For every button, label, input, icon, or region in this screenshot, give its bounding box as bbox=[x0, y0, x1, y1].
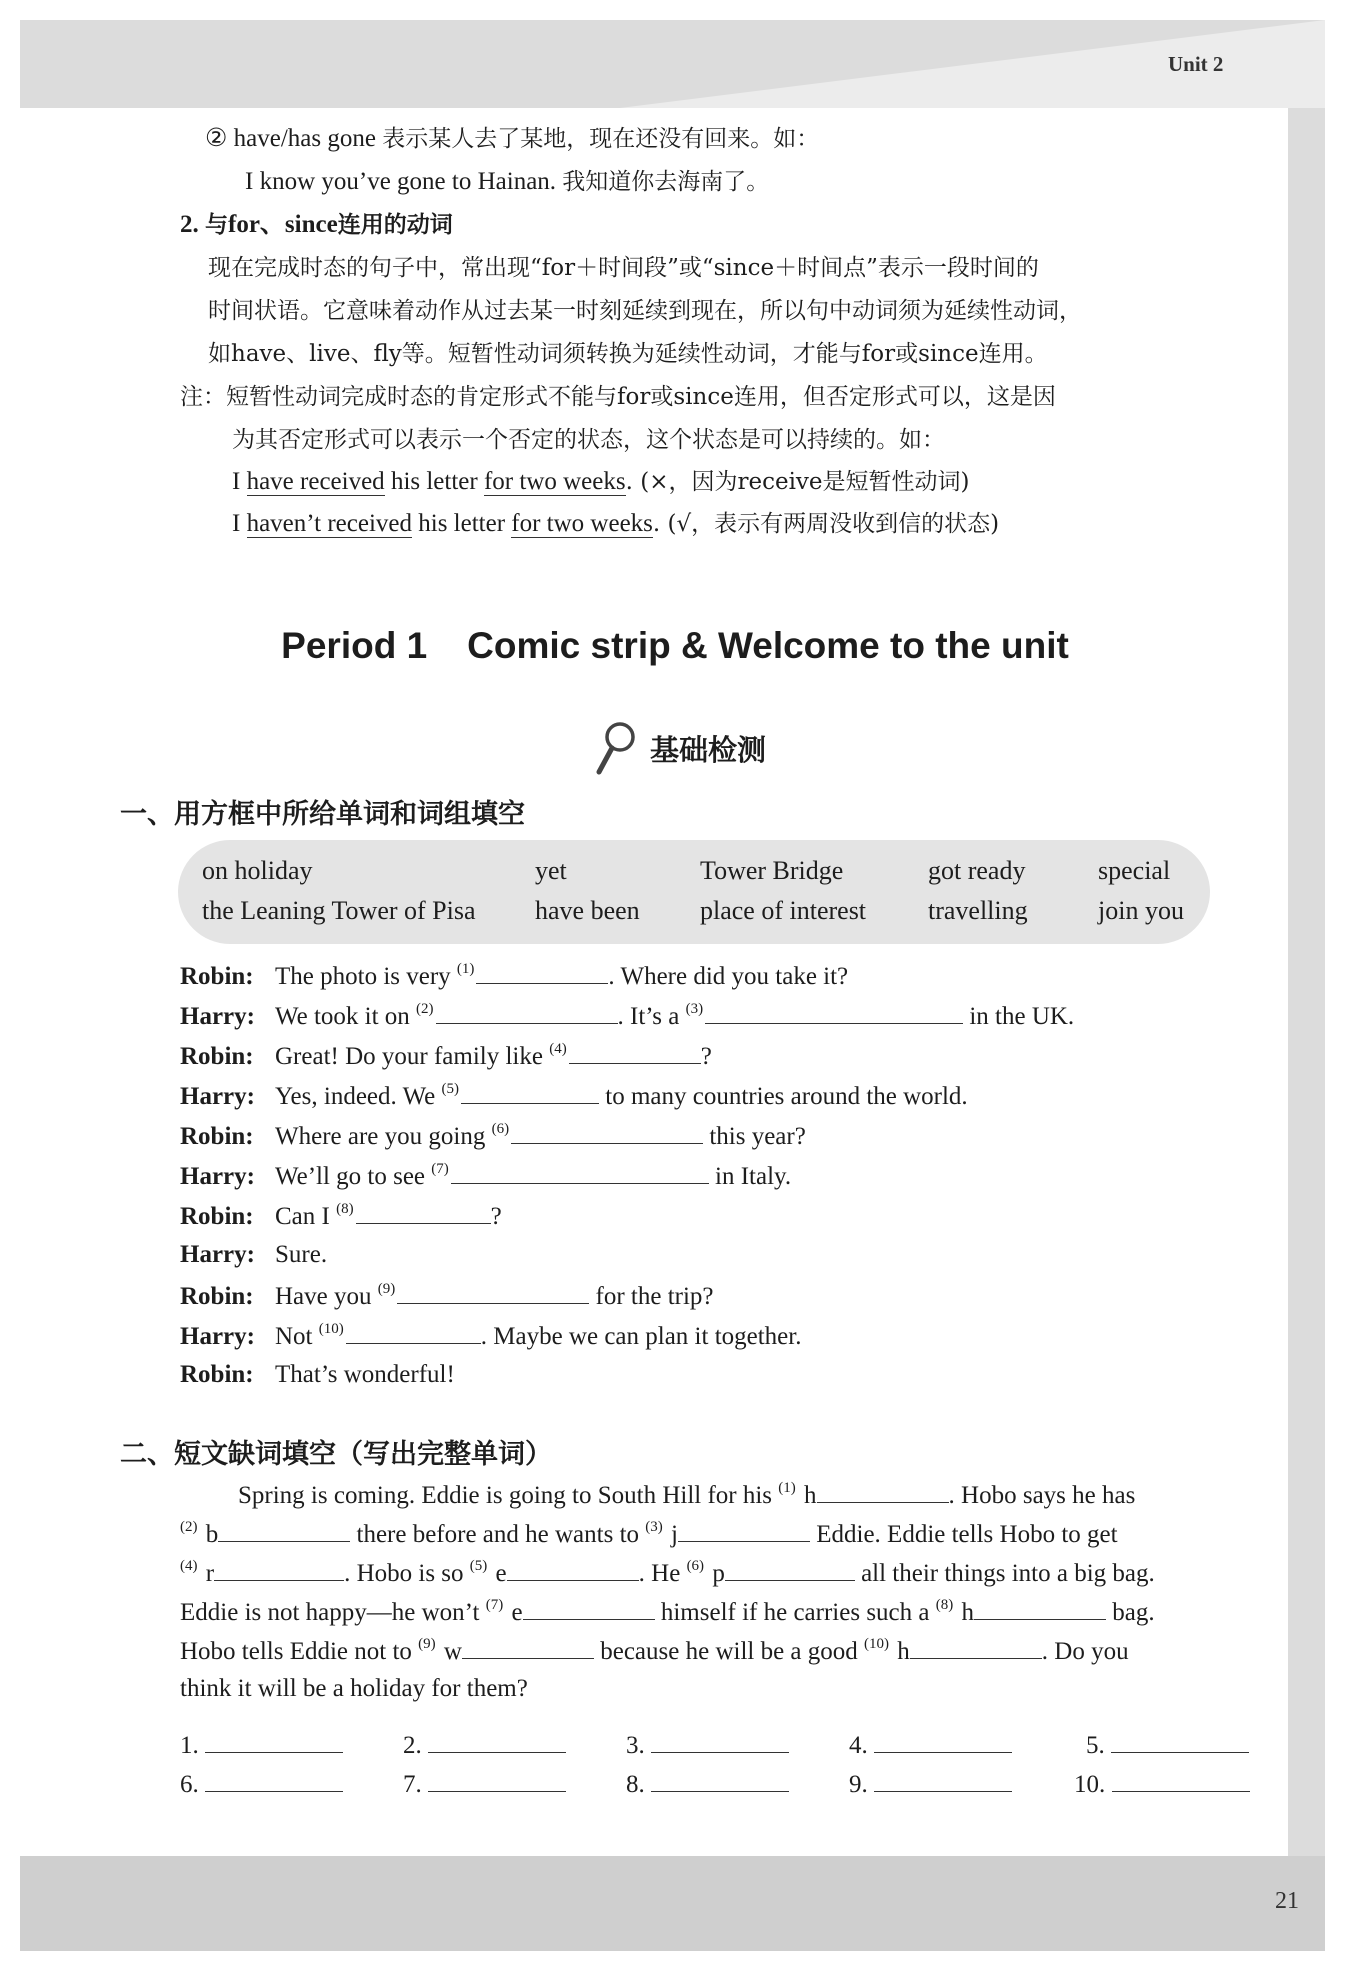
first-letter: w bbox=[437, 1638, 462, 1665]
answer-blank[interactable] bbox=[1111, 1728, 1249, 1753]
answer-line bbox=[849, 1728, 1012, 1760]
passage-text: . Hobo says he has bbox=[948, 1482, 1136, 1509]
ex-underlined: for two weeks bbox=[511, 510, 653, 537]
word-box-item: the Leaning Tower of Pisa bbox=[202, 896, 476, 925]
header-band bbox=[20, 20, 1325, 108]
dialogue-line bbox=[180, 1079, 968, 1113]
passage-text: think it will be a holiday for them? bbox=[180, 1675, 528, 1702]
grammar-term: have/has gone bbox=[233, 125, 376, 152]
answer-number: 5. bbox=[1086, 1732, 1105, 1759]
section-2-heading: 二、短文缺词填空（写出完整单词） bbox=[120, 1439, 552, 1470]
line-text: Have you bbox=[275, 1283, 378, 1310]
line-text: in Italy. bbox=[708, 1163, 792, 1190]
heading-number: 2. bbox=[180, 211, 199, 238]
answer-blank[interactable] bbox=[205, 1728, 343, 1753]
line-text: Yes, indeed. We bbox=[275, 1083, 442, 1110]
answer-number: 10. bbox=[1074, 1771, 1106, 1798]
answer-blank[interactable] bbox=[651, 1728, 789, 1753]
period-title-text: Comic strip & Welcome to the unit bbox=[467, 625, 1069, 666]
section-1-heading: 一、用方框中所给单词和词组填空 bbox=[120, 799, 525, 830]
grammar-paragraph-line-1: 现在完成时态的句子中，常出现“for＋时间段”或“since＋时间点”表示一段时间的 bbox=[208, 255, 1039, 281]
passage-text: all their things into a big bag. bbox=[854, 1560, 1155, 1587]
line-text: . Where did you take it? bbox=[608, 963, 849, 990]
answer-blank[interactable] bbox=[462, 1634, 594, 1659]
passage-text: himself if he carries such a bbox=[654, 1599, 936, 1626]
page-number: 21 bbox=[1275, 1888, 1299, 1914]
footer-band bbox=[20, 1856, 1325, 1951]
passage-text: because he will be a good bbox=[593, 1638, 865, 1665]
grammar-heading-2 bbox=[180, 209, 453, 241]
speaker: Robin: bbox=[180, 1123, 254, 1150]
item-number: ② bbox=[205, 125, 228, 152]
answer-blank[interactable] bbox=[523, 1595, 655, 1620]
word-box-item: on holiday bbox=[202, 856, 313, 885]
page-title bbox=[0, 625, 1350, 667]
right-margin-bar bbox=[1288, 108, 1325, 1858]
ex-underlined: have received bbox=[246, 468, 385, 495]
speaker: Harry: bbox=[180, 1003, 255, 1030]
word-box-item: have been bbox=[535, 896, 640, 925]
answer-blank[interactable] bbox=[205, 1767, 343, 1792]
line-text: That’s wonderful! bbox=[275, 1361, 455, 1388]
line-text: Can I bbox=[275, 1203, 337, 1230]
line-text: Sure. bbox=[275, 1241, 328, 1268]
heading-post: 连用的动词 bbox=[337, 212, 453, 238]
answer-number: 6. bbox=[180, 1771, 199, 1798]
line-text: to many countries around the world. bbox=[599, 1083, 968, 1110]
answer-blank[interactable] bbox=[678, 1517, 810, 1542]
answer-blank[interactable] bbox=[705, 999, 963, 1024]
ex-comment: . (√，表示有两周没收到信的状态) bbox=[652, 511, 1000, 537]
heading-en: for、since bbox=[228, 211, 338, 238]
dialogue-line bbox=[180, 1159, 791, 1193]
answer-number: 4. bbox=[849, 1732, 868, 1759]
answer-blank[interactable] bbox=[428, 1767, 566, 1792]
grammar-note-line-1: 注：短暂性动词完成时态的肯定形式不能与for或since连用，但否定形式可以，这是因 bbox=[180, 384, 1056, 410]
answer-line bbox=[403, 1728, 566, 1760]
blank-number: (6) bbox=[491, 1121, 510, 1137]
answer-blank[interactable] bbox=[428, 1728, 566, 1753]
answer-number: 9. bbox=[849, 1771, 868, 1798]
blank-number: (3) bbox=[645, 1519, 663, 1535]
blank-number: (6) bbox=[686, 1558, 705, 1574]
first-letter: b bbox=[199, 1521, 219, 1548]
line-text: . It’s a bbox=[617, 1003, 686, 1030]
ex-text: his letter bbox=[412, 510, 512, 537]
word-box-item: Tower Bridge bbox=[700, 856, 844, 885]
grammar-paragraph-line-3: 如have、live、fly等。短暂性动词须转换为延续性动词，才能与for或since连用。 bbox=[208, 341, 1048, 367]
line-text: Where are you going bbox=[275, 1123, 492, 1150]
passage-line bbox=[180, 1673, 528, 1705]
ex-text: his letter bbox=[384, 468, 484, 495]
speaker: Harry: bbox=[180, 1163, 255, 1190]
answer-blank[interactable] bbox=[874, 1767, 1012, 1792]
blank-number: (7) bbox=[485, 1597, 504, 1613]
speaker: Harry: bbox=[180, 1323, 255, 1350]
grammar-explanation: 表示某人去了某地，现在还没有回来。如： bbox=[382, 126, 820, 152]
answer-blank[interactable] bbox=[974, 1595, 1106, 1620]
passage-line bbox=[238, 1478, 1135, 1512]
answer-line bbox=[180, 1728, 343, 1760]
unit-label: Unit 2 bbox=[1168, 52, 1224, 76]
speaker: Robin: bbox=[180, 1203, 254, 1230]
line-text: in the UK. bbox=[963, 1003, 1075, 1030]
grammar-example-1 bbox=[245, 166, 769, 198]
example-en: I know you’ve gone to Hainan. bbox=[245, 168, 557, 195]
ex-comment: . (×，因为receive是短暂性动词) bbox=[625, 469, 970, 495]
passage-text: Spring is coming. Eddie is going to South Hill for his bbox=[238, 1482, 779, 1509]
passage-text: . Do you bbox=[1041, 1638, 1129, 1665]
dialogue-line bbox=[180, 1239, 327, 1271]
line-text: ? bbox=[700, 1043, 712, 1070]
line-text: ? bbox=[490, 1203, 502, 1230]
word-box-item: got ready bbox=[928, 856, 1026, 885]
blank-number: (1) bbox=[778, 1480, 796, 1496]
blank-number: (8) bbox=[935, 1597, 954, 1613]
dialogue-line bbox=[180, 1279, 714, 1313]
blank-number: (2) bbox=[416, 1001, 434, 1017]
answer-blank[interactable] bbox=[1112, 1767, 1250, 1792]
line-text: Great! Do your family like bbox=[275, 1043, 550, 1070]
answer-number: 2. bbox=[403, 1732, 422, 1759]
word-box bbox=[178, 840, 1210, 944]
first-letter: e bbox=[489, 1560, 507, 1587]
line-text: for the trip? bbox=[589, 1283, 714, 1310]
first-letter: h bbox=[891, 1638, 910, 1665]
answer-blank[interactable] bbox=[569, 1039, 701, 1064]
answer-blank[interactable] bbox=[214, 1556, 344, 1581]
passage-text: Hobo tells Eddie not to bbox=[180, 1638, 419, 1665]
first-letter: e bbox=[505, 1599, 523, 1626]
blank-number: (1) bbox=[456, 961, 475, 977]
dialogue-line bbox=[180, 1199, 502, 1233]
line-text: We’ll go to see bbox=[275, 1163, 432, 1190]
passage-line bbox=[180, 1556, 1155, 1590]
grammar-line-1 bbox=[205, 123, 819, 155]
answer-blank[interactable] bbox=[725, 1556, 855, 1581]
line-text: . Maybe we can plan it together. bbox=[480, 1323, 802, 1350]
first-letter: h bbox=[955, 1599, 974, 1626]
blank-number: (5) bbox=[469, 1558, 488, 1574]
passage-line bbox=[180, 1634, 1129, 1668]
dialogue-line bbox=[180, 1319, 801, 1353]
passage-text: . He bbox=[638, 1560, 687, 1587]
speaker: Robin: bbox=[180, 1283, 254, 1310]
answer-line bbox=[1086, 1728, 1249, 1760]
answer-number: 1. bbox=[180, 1732, 199, 1759]
answer-blank[interactable] bbox=[397, 1279, 589, 1304]
blank-number: (8) bbox=[336, 1201, 354, 1217]
answer-blank[interactable] bbox=[356, 1199, 491, 1224]
blank-number: (7) bbox=[431, 1161, 449, 1177]
example-cn: 我知道你去海南了。 bbox=[562, 169, 770, 195]
answer-number: 8. bbox=[626, 1771, 645, 1798]
first-letter: j bbox=[664, 1521, 678, 1548]
word-box-item: join you bbox=[1098, 896, 1184, 925]
answer-blank[interactable] bbox=[346, 1319, 481, 1344]
ex-text: I bbox=[232, 510, 247, 537]
answer-blank[interactable] bbox=[451, 1159, 709, 1184]
answer-blank[interactable] bbox=[651, 1767, 789, 1792]
answer-blank[interactable] bbox=[461, 1079, 599, 1104]
passage-line bbox=[180, 1517, 1118, 1551]
period-label: Period 1 bbox=[281, 625, 428, 666]
passage-text: bag. bbox=[1106, 1599, 1155, 1626]
answer-line bbox=[626, 1767, 789, 1799]
blank-number: (9) bbox=[418, 1636, 436, 1652]
answer-blank[interactable] bbox=[436, 999, 618, 1024]
speaker: Harry: bbox=[180, 1083, 255, 1110]
answer-blank[interactable] bbox=[874, 1728, 1012, 1753]
dialogue-line bbox=[180, 1039, 712, 1073]
grammar-note-line-2: 为其否定形式可以表示一个否定的状态，这个状态是可以持续的。如： bbox=[232, 427, 945, 453]
answer-line bbox=[626, 1728, 789, 1760]
first-letter: r bbox=[199, 1560, 215, 1587]
line-text: The photo is very bbox=[275, 963, 457, 990]
basic-check-title: 基础检测 bbox=[650, 733, 767, 767]
answer-line bbox=[849, 1767, 1012, 1799]
dialogue-line bbox=[180, 999, 1074, 1033]
blank-number: (10) bbox=[318, 1321, 344, 1337]
dialogue-line bbox=[180, 1359, 455, 1391]
speaker: Robin: bbox=[180, 963, 254, 990]
line-text: We took it on bbox=[275, 1003, 417, 1030]
answer-number: 7. bbox=[403, 1771, 422, 1798]
blank-number: (2) bbox=[180, 1519, 198, 1535]
answer-line bbox=[180, 1767, 343, 1799]
passage-text: Eddie is not happy—he won’t bbox=[180, 1599, 486, 1626]
answer-number: 3. bbox=[626, 1732, 645, 1759]
header-decoration bbox=[20, 20, 1325, 108]
word-box-item: place of interest bbox=[700, 896, 867, 925]
passage-line bbox=[180, 1595, 1155, 1629]
blank-number: (3) bbox=[685, 1001, 704, 1017]
speaker: Robin: bbox=[180, 1043, 254, 1070]
speaker: Harry: bbox=[180, 1241, 255, 1268]
first-letter: h bbox=[797, 1482, 817, 1509]
grammar-example-2 bbox=[232, 466, 970, 498]
line-text: Not bbox=[275, 1323, 319, 1350]
line-text: this year? bbox=[703, 1123, 806, 1150]
answer-blank[interactable] bbox=[476, 959, 608, 984]
blank-number: (5) bbox=[441, 1081, 460, 1097]
answer-line bbox=[1074, 1767, 1250, 1799]
answer-blank[interactable] bbox=[218, 1517, 350, 1542]
ex-underlined: haven’t received bbox=[246, 510, 412, 537]
blank-number: (4) bbox=[180, 1558, 198, 1574]
blank-number: (9) bbox=[377, 1281, 396, 1297]
heading-pre: 与 bbox=[205, 212, 228, 238]
passage-text: . Hobo is so bbox=[344, 1560, 470, 1587]
grammar-example-3 bbox=[232, 508, 999, 540]
blank-number: (10) bbox=[864, 1636, 890, 1652]
passage-text: there before and he wants to bbox=[350, 1521, 646, 1548]
blank-number: (4) bbox=[549, 1041, 567, 1057]
answer-line bbox=[403, 1767, 566, 1799]
speaker: Robin: bbox=[180, 1361, 254, 1388]
answer-blank[interactable] bbox=[817, 1478, 949, 1503]
word-box-item: travelling bbox=[928, 896, 1028, 925]
ex-text: I bbox=[232, 468, 247, 495]
answer-blank[interactable] bbox=[910, 1634, 1042, 1659]
word-box-item: special bbox=[1098, 856, 1171, 885]
first-letter: p bbox=[706, 1560, 725, 1587]
answer-blank[interactable] bbox=[511, 1119, 703, 1144]
ex-underlined: for two weeks bbox=[483, 468, 626, 495]
dialogue-line bbox=[180, 959, 848, 993]
dialogue-line bbox=[180, 1119, 806, 1153]
magnifier-icon bbox=[592, 720, 642, 776]
answer-blank[interactable] bbox=[507, 1556, 639, 1581]
word-box-item: yet bbox=[535, 856, 567, 885]
grammar-paragraph-line-2: 时间状语。它意味着动作从过去某一时刻延续到现在，所以句中动词须为延续性动词， bbox=[208, 298, 1082, 324]
passage-text: Eddie. Eddie tells Hobo to get bbox=[809, 1521, 1118, 1548]
